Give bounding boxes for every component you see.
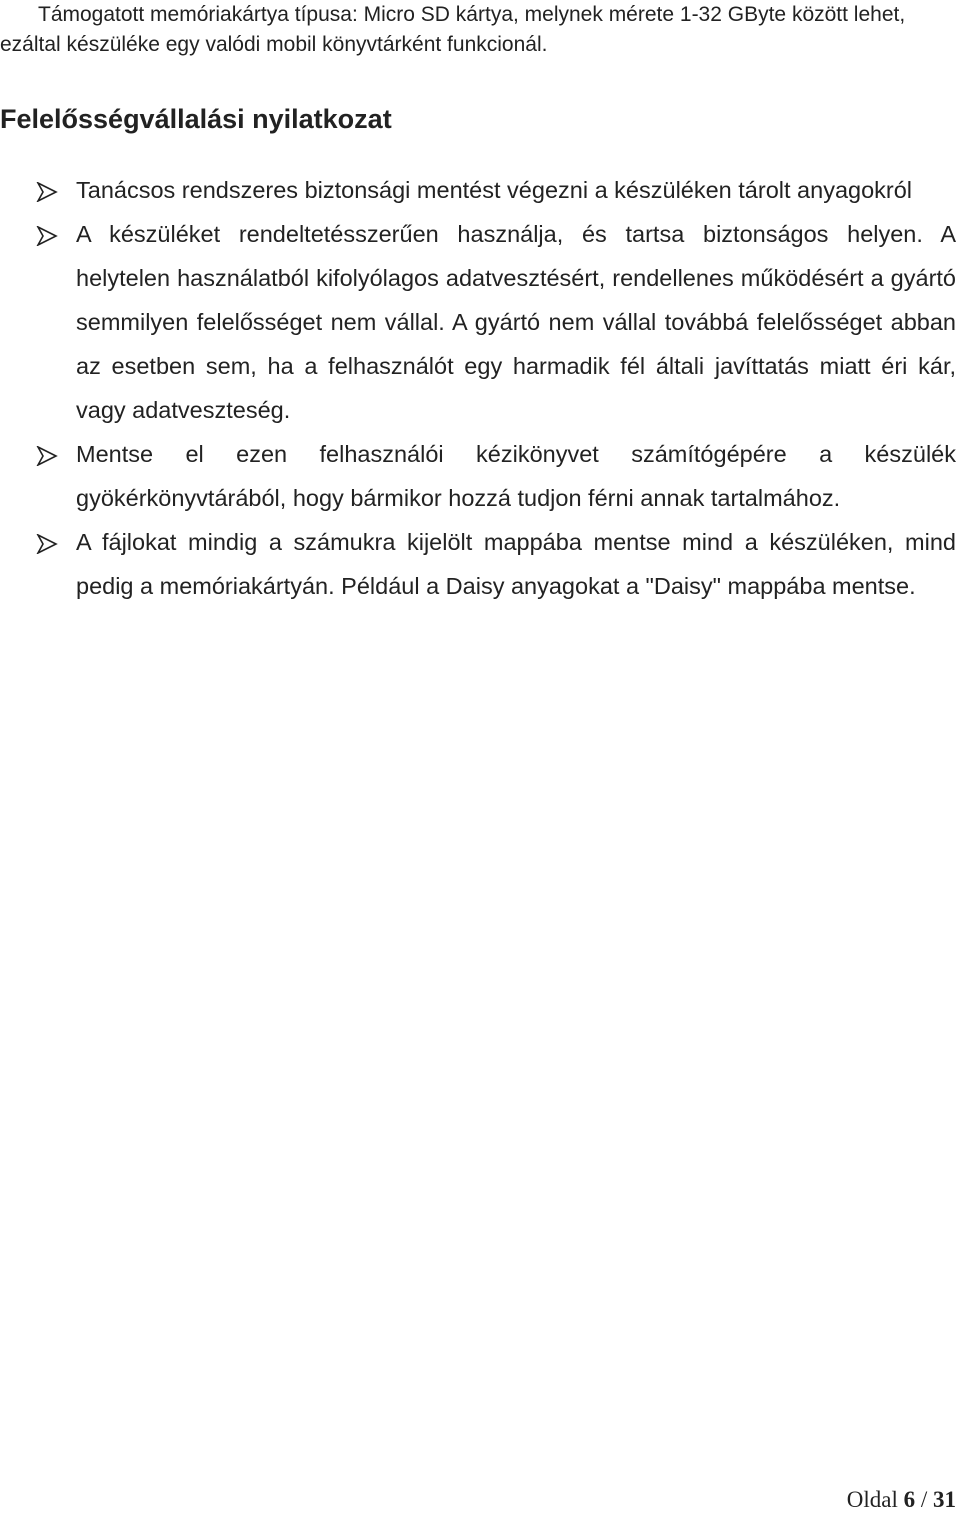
list-item (0, 212, 960, 432)
arrowhead-bullet-icon (36, 182, 58, 202)
arrowhead-bullet-icon (36, 446, 58, 466)
arrowhead-bullet-icon (36, 226, 58, 246)
list-item-text: Mentse el ezen felhasználói kézikönyvet számítógépére a készülék gyökérkönyvtárából, hogy bármikor hozzá tudjon férni annak tartalmához. (76, 441, 956, 511)
list-item-text: A készüléket rendeltetésszerűen használja, és tartsa biztonságos helyen. A helytelen használatból kifolyólagos adatvesztésért, rendellenes működésért a gyártó semmilyen felelősséget nem vállal. A gyártó nem vállal továbbá felelősséget abban az esetben sem, ha a felhasználót egy harmadik fél általi javíttatás miatt éri kár, vagy adatveszteség. (76, 221, 956, 423)
intro-paragraph: Támogatott memóriakártya típusa: Micro SD kártya, melynek mérete 1-32 GByte között lehet, ezáltal készüléke egy valódi mobil könyvtárként funkcionál. (0, 3, 906, 56)
bullet-list (0, 168, 960, 608)
page-label: Oldal (846, 1487, 898, 1512)
arrowhead-bullet-icon (36, 534, 58, 554)
page-separator: / (920, 1487, 928, 1512)
list-item-text: Tanácsos rendszeres biztonsági mentést végezni a készüléken tárolt anyagokról (76, 177, 913, 203)
total-pages-number: 31 (933, 1487, 956, 1512)
current-page-number: 6 (903, 1487, 916, 1512)
list-item (0, 520, 960, 608)
page-footer (847, 1486, 956, 1514)
list-item-text: A fájlokat mindig a számukra kijelölt mappába mentse mind a készüléken, mind pedig a memóriakártyán. Például a Daisy anyagokat a "Daisy" mappába mentse. (76, 529, 956, 599)
list-item (0, 168, 960, 212)
list-item (0, 432, 960, 520)
section-heading: Felelősségvállalási nyilatkozat (0, 104, 392, 134)
